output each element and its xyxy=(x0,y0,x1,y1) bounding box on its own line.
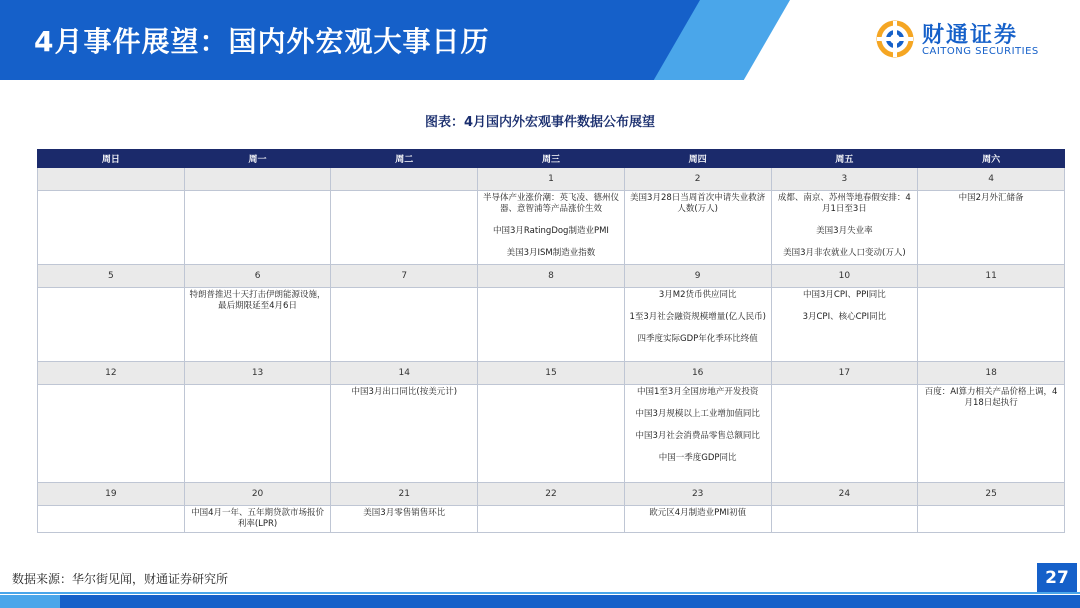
date-row xyxy=(38,168,1065,191)
date-cell: 20 xyxy=(184,483,331,506)
date-cell: 6 xyxy=(184,265,331,288)
date-cell: 12 xyxy=(38,362,185,385)
date-cell: 10 xyxy=(771,265,918,288)
event-item: 3月M2货币供应同比 xyxy=(658,290,737,300)
date-cell xyxy=(38,168,185,191)
date-cell xyxy=(184,168,331,191)
date-cell: 24 xyxy=(771,483,918,506)
event-item: 欧元区4月制造业PMI初值 xyxy=(649,508,747,518)
event-item: 中国3月RatingDog制造业PMI xyxy=(493,226,609,236)
data-source-note: 数据来源：华尔街见闻，财通证券研究所 xyxy=(12,572,229,586)
weekday-header: 周五 xyxy=(771,150,918,168)
weekday-header-row xyxy=(38,150,1065,168)
header-banner xyxy=(0,0,1080,80)
events-cell xyxy=(771,506,918,533)
event-item: 中国1至3月全国房地产开发投资 xyxy=(637,387,759,397)
events-cell xyxy=(918,385,1065,483)
date-cell xyxy=(331,168,478,191)
bottom-bar xyxy=(0,595,1080,608)
date-row xyxy=(38,265,1065,288)
weekday-header: 周日 xyxy=(38,150,185,168)
events-cell xyxy=(331,506,478,533)
events-cell xyxy=(184,385,331,483)
weekday-header: 周四 xyxy=(624,150,771,168)
event-item: 成都、南京、苏州等地春假安排：4月1日至3日 xyxy=(777,193,911,214)
date-cell: 22 xyxy=(478,483,625,506)
events-cell xyxy=(918,288,1065,362)
events-cell xyxy=(38,385,185,483)
events-cell xyxy=(184,288,331,362)
date-cell: 9 xyxy=(624,265,771,288)
weekday-header: 周六 xyxy=(918,150,1065,168)
events-cell xyxy=(331,191,478,265)
events-cell xyxy=(478,191,625,265)
events-cell xyxy=(38,288,185,362)
date-cell: 8 xyxy=(478,265,625,288)
events-cell xyxy=(478,385,625,483)
date-cell: 1 xyxy=(478,168,625,191)
date-cell: 16 xyxy=(624,362,771,385)
weekday-header: 周二 xyxy=(331,150,478,168)
weekday-header: 周一 xyxy=(184,150,331,168)
date-cell: 18 xyxy=(918,362,1065,385)
date-cell: 13 xyxy=(184,362,331,385)
date-cell: 11 xyxy=(918,265,1065,288)
page-number: 27 xyxy=(1037,563,1077,593)
events-cell xyxy=(331,385,478,483)
page-title: 4月事件展望：国内外宏观大事日历 xyxy=(34,25,490,58)
chart-subtitle: 图表：4月国内外宏观事件数据公布展望 xyxy=(424,115,656,130)
events-cell xyxy=(771,385,918,483)
event-item: 美国3月失业率 xyxy=(816,226,873,236)
events-row xyxy=(38,288,1065,362)
events-cell xyxy=(918,506,1065,533)
events-cell xyxy=(184,506,331,533)
date-cell: 23 xyxy=(624,483,771,506)
events-cell xyxy=(478,506,625,533)
bottom-bar-accent xyxy=(0,595,60,608)
event-item: 半导体产业涨价潮：英飞凌、德州仪器、意智浦等产品涨价生效 xyxy=(482,193,619,214)
date-cell: 4 xyxy=(918,168,1065,191)
date-cell: 3 xyxy=(771,168,918,191)
date-cell: 25 xyxy=(918,483,1065,506)
events-cell xyxy=(624,385,771,483)
event-item: 美国3月28日当周首次申请失业救济人数(万人) xyxy=(630,193,766,214)
events-cell xyxy=(478,288,625,362)
date-cell: 15 xyxy=(478,362,625,385)
events-cell xyxy=(624,288,771,362)
date-row xyxy=(38,483,1065,506)
event-item: 中国2月外汇储备 xyxy=(958,193,1024,203)
date-cell: 14 xyxy=(331,362,478,385)
event-item: 四季度实际GDP年化季环比终值 xyxy=(637,334,758,344)
event-item: 中国3月出口同比(按美元计) xyxy=(351,387,458,397)
event-item: 中国一季度GDP同比 xyxy=(658,453,737,463)
events-cell xyxy=(771,288,918,362)
date-cell: 19 xyxy=(38,483,185,506)
events-row xyxy=(38,506,1065,533)
weekday-header: 周三 xyxy=(478,150,625,168)
event-item: 特朗普推迟十天打击伊朗能源设施，最后期限延至4月6日 xyxy=(189,290,326,311)
caitong-logo-icon xyxy=(876,20,914,58)
event-item: 美国3月非农就业人口变动(万人) xyxy=(783,248,906,258)
event-item: 中国3月社会消费品零售总额同比 xyxy=(635,431,760,441)
logo-english-name: CAITONG SECURITIES xyxy=(922,46,1039,57)
event-item: 3月CPI、核心CPI同比 xyxy=(802,312,887,322)
events-cell xyxy=(38,191,185,265)
logo-chinese-name: 财通证券 xyxy=(922,23,1019,48)
event-item: 百度：AI算力相关产品价格上调，4月18日起执行 xyxy=(924,387,1058,408)
bottom-bar-line xyxy=(0,592,1080,594)
events-row xyxy=(38,191,1065,265)
event-item: 中国3月CPI、PPI同比 xyxy=(802,290,886,300)
events-cell xyxy=(184,191,331,265)
event-item: 美国3月ISM制造业指数 xyxy=(506,248,596,258)
calendar-table xyxy=(37,149,1065,533)
date-cell: 17 xyxy=(771,362,918,385)
events-row xyxy=(38,385,1065,483)
date-cell: 2 xyxy=(624,168,771,191)
events-cell xyxy=(624,506,771,533)
events-cell xyxy=(918,191,1065,265)
date-cell: 21 xyxy=(331,483,478,506)
event-item: 1至3月社会融资规模增量(亿人民币) xyxy=(629,312,766,322)
date-row xyxy=(38,362,1065,385)
event-item: 中国3月规模以上工业增加值同比 xyxy=(635,409,760,419)
events-cell xyxy=(331,288,478,362)
event-item: 中国4月一年、五年期贷款市场报价利率(LPR) xyxy=(191,508,325,529)
company-logo xyxy=(876,16,1076,62)
events-cell xyxy=(771,191,918,265)
event-item: 美国3月零售销售环比 xyxy=(363,508,446,518)
date-cell: 7 xyxy=(331,265,478,288)
date-cell: 5 xyxy=(38,265,185,288)
events-cell xyxy=(38,506,185,533)
events-cell xyxy=(624,191,771,265)
